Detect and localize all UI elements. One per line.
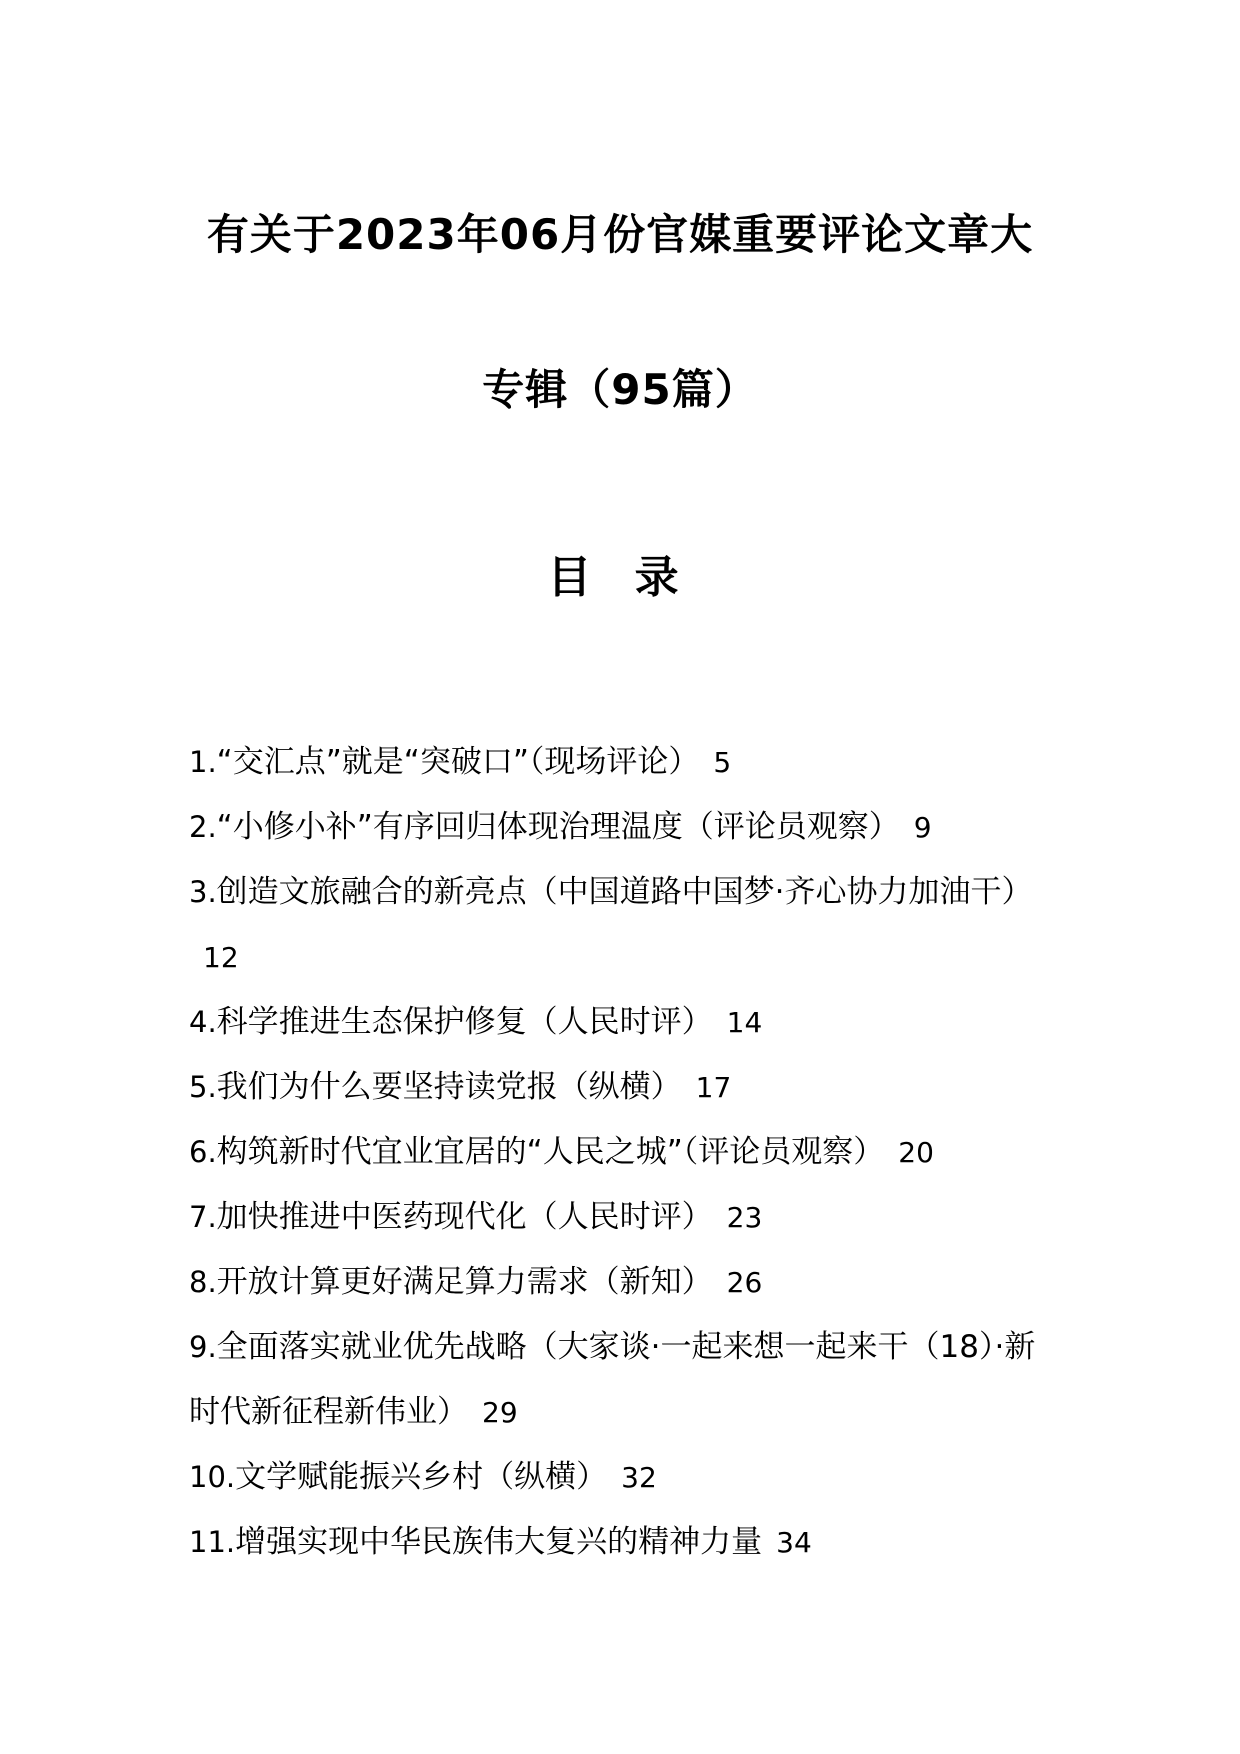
toc-item-3[interactable] [189, 860, 1059, 990]
document-title-line-2: 专辑（95篇） [482, 365, 758, 414]
toc-item-6[interactable] [189, 1120, 1059, 1185]
toc-item-5[interactable] [189, 1055, 1059, 1120]
toc-item-title: 科学推进生态保护修复（人民时评） [216, 1004, 713, 1040]
toc-item-title: 构筑新时代宜业宜居的“人民之城”（评论员观察） [216, 1134, 885, 1170]
toc-item-title: 文学赋能振兴乡村（纵横） [235, 1459, 608, 1495]
toc-item-page: 29 [482, 1396, 518, 1429]
toc-item-title: 全面落实就业优先战略（大家谈·一起来想一起来干（18）·新时代新征程新伟业） [189, 1329, 1036, 1430]
toc-item-number: 4. [189, 1005, 217, 1039]
toc-item-2[interactable] [189, 795, 1059, 860]
toc-item-title: “小修小补”有序回归体现治理温度（评论员观察） [216, 809, 900, 845]
toc-item-page: 23 [726, 1201, 763, 1234]
toc-item-number: 6. [189, 1135, 217, 1169]
toc-item-title: 我们为什么要坚持读党报（纵横） [216, 1069, 682, 1105]
toc-item-10[interactable] [189, 1445, 1059, 1510]
toc-item-number: 7. [189, 1200, 217, 1234]
toc-item-number: 11. [189, 1525, 236, 1559]
toc-item-page: 14 [726, 1006, 763, 1039]
toc-item-title: 加快推进中医药现代化（人民时评） [216, 1199, 713, 1235]
toc-item-page: 9 [913, 811, 932, 844]
toc-item-number: 9. [189, 1330, 217, 1364]
toc-item-7[interactable] [189, 1185, 1059, 1250]
toc-item-9[interactable] [189, 1315, 1059, 1445]
toc-item-title: 开放计算更好满足算力需求（新知） [216, 1264, 713, 1300]
toc-item-8[interactable] [189, 1250, 1059, 1315]
toc-item-number: 8. [189, 1265, 217, 1299]
toc-item-4[interactable] [189, 990, 1059, 1055]
toc-item-page: 17 [695, 1071, 732, 1104]
toc-item-page: 26 [726, 1266, 763, 1299]
toc-item-page: 34 [776, 1526, 812, 1559]
toc-item-title: 创造文旅融合的新亮点（中国道路中国梦·齐心协力加油干） [216, 874, 1033, 910]
toc-item-page: 5 [713, 746, 732, 779]
toc-item-title: “交汇点”就是“突破口”（现场评论） [216, 744, 700, 780]
document-title-line-1: 有关于2023年06月份官媒重要评论文章大 [206, 210, 1034, 259]
toc-item-number: 10. [189, 1460, 236, 1494]
toc-heading: 目 录 [547, 552, 693, 603]
table-of-contents [189, 730, 1059, 1575]
toc-item-number: 3. [189, 875, 217, 909]
toc-item-number: 5. [189, 1070, 217, 1104]
toc-item-page: 12 [203, 941, 239, 974]
toc-item-1[interactable] [189, 730, 1059, 795]
toc-item-title: 增强实现中华民族伟大复兴的精神力量 [235, 1524, 763, 1560]
toc-item-page: 20 [898, 1136, 934, 1169]
toc-item-page: 32 [621, 1461, 657, 1494]
toc-item-11[interactable] [189, 1510, 1059, 1575]
toc-item-number: 1. [189, 745, 217, 779]
toc-item-number: 2. [189, 810, 217, 844]
